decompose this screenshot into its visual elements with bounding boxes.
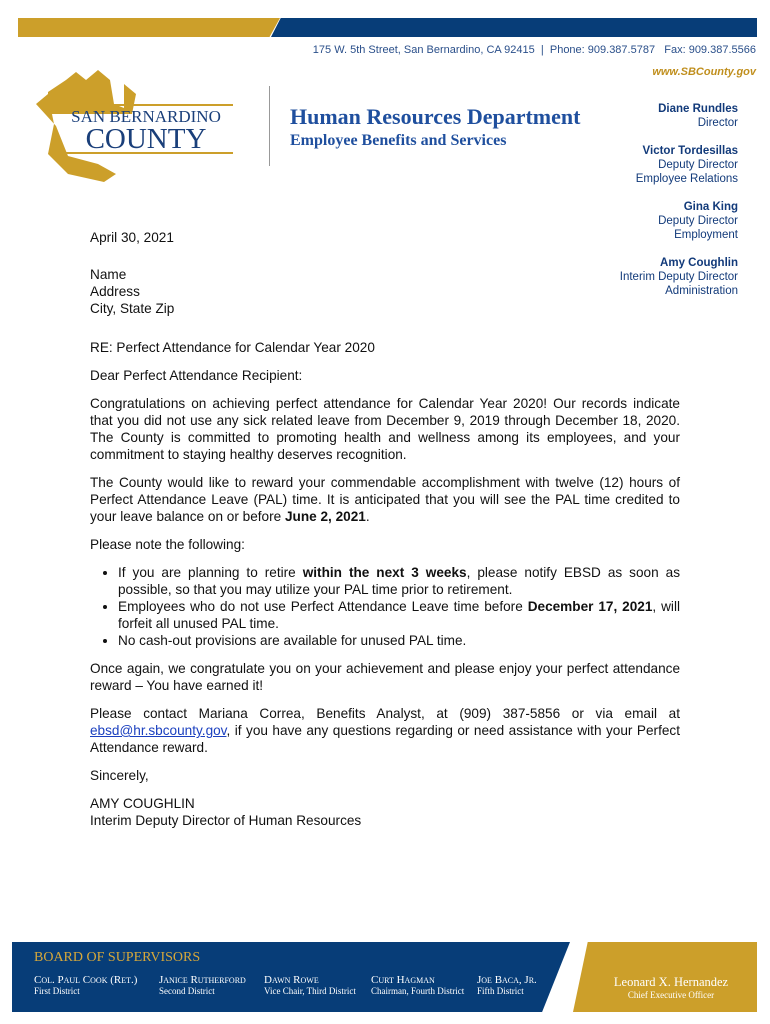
signer-name: AMY COUGHLIN xyxy=(90,796,195,811)
staff-title: Interim Deputy Director xyxy=(619,271,738,283)
department-heading xyxy=(290,104,580,150)
department-name: Human Resources Department xyxy=(290,104,581,129)
paragraph: Congratulations on achieving perfect attendance for Calendar Year 2020! Our records indicate that you did not use any sick related leave from December 9, 2019 through December 18, 2020. The County is committed to promoting health and wellness among its employees, and your commitment to staying healthy deserves recognition. xyxy=(90,396,680,462)
paragraph xyxy=(90,474,680,525)
paragraph xyxy=(90,705,680,756)
staff-title: Deputy Director xyxy=(658,215,738,227)
ceo-title: Chief Executive Officer xyxy=(627,990,715,1000)
closing: Sincerely, xyxy=(90,768,149,783)
text: , please notify EBSD as soon as possible, so that you may utilize your PAL time prior to retirement. xyxy=(118,565,680,597)
recipient-city: City, State Zip xyxy=(90,301,175,316)
supervisor-name: Curt Hagman xyxy=(371,974,435,986)
staff-title: Deputy Director xyxy=(658,159,738,171)
list-item xyxy=(118,564,680,598)
text: , if you have any questions regarding or need assistance with your Perfect Attendance reward. xyxy=(90,723,680,755)
supervisor xyxy=(477,974,537,996)
staff-title: Director xyxy=(697,117,738,129)
header-blue-bar xyxy=(271,18,757,37)
supervisor-name: Col. Paul Cook (Ret.) xyxy=(34,974,138,986)
supervisor xyxy=(264,974,356,996)
supervisor-name: Dawn Rowe xyxy=(264,974,319,986)
division-name: Employee Benefits and Services xyxy=(290,132,507,149)
board-heading: BOARD OF SUPERVISORS xyxy=(34,950,201,965)
paragraph: Please note the following: xyxy=(90,537,245,552)
staff-entry xyxy=(620,144,738,186)
recipient xyxy=(90,266,680,317)
text: Please contact Mariana Correa, Benefits Analyst, at (909) 387-5856 or via email at xyxy=(90,706,680,721)
ceo-block xyxy=(585,975,757,1000)
supervisor-name: Joe Baca, Jr. xyxy=(477,974,537,986)
paragraph: Once again, we congratulate you on your achievement and please enjoy your perfect attendance reward – You have earned it! xyxy=(90,661,680,693)
signature-block xyxy=(90,795,680,829)
website[interactable]: www.SBCounty.gov xyxy=(652,66,756,78)
supervisor xyxy=(159,974,246,996)
staff-name: Diane Rundles xyxy=(658,103,738,115)
list-item xyxy=(118,598,680,632)
bold-text: December 17, 2021 xyxy=(527,599,653,614)
staff-name: Gina King xyxy=(683,201,738,213)
supervisor xyxy=(34,974,137,996)
supervisor-district: Vice Chair, Third District xyxy=(264,986,356,996)
date: April 30, 2021 xyxy=(90,230,174,245)
logo-text-2: COUNTY xyxy=(85,123,207,155)
date-bold: June 2, 2021 xyxy=(284,509,366,524)
fax: Fax: 909.387.5566 xyxy=(664,44,756,56)
text: The County would like to reward your commendable accomplishment with twelve (12) hours of Perfect Attendance Leave (PAL) time. It is anticipated that you will see the PAL time credited to your leave balance on or before xyxy=(90,475,680,524)
recipient-address: Address xyxy=(90,284,140,299)
text: . xyxy=(365,509,370,524)
letter-body xyxy=(90,229,680,840)
supervisor-name: Janice Rutherford xyxy=(159,974,246,986)
supervisor xyxy=(371,974,464,996)
header-divider xyxy=(269,86,270,166)
staff-name: Victor Tordesillas xyxy=(642,145,738,157)
staff-title: Administration xyxy=(665,285,738,297)
supervisor-district: First District xyxy=(34,986,80,996)
salutation: Dear Perfect Attendance Recipient: xyxy=(90,368,303,383)
supervisor-district: Second District xyxy=(159,986,215,996)
supervisor-district: Fifth District xyxy=(477,986,524,996)
bullet-list xyxy=(90,564,680,649)
bold-text: within the next 3 weeks xyxy=(302,565,467,580)
county-logo xyxy=(28,64,238,184)
text: Employees who do not use Perfect Attendance Leave time before xyxy=(118,599,528,614)
address: 175 W. 5th Street, San Bernardino, CA 92415 xyxy=(312,44,535,56)
logo-text-1: SAN BERNARDINO xyxy=(71,107,221,126)
list-item: • No cash-out provisions are available for unused PAL time. xyxy=(118,632,680,649)
header-gold-bar xyxy=(18,18,280,37)
staff-title: Employee Relations xyxy=(635,173,738,185)
recipient-name: Name xyxy=(90,267,127,282)
signer-title: Interim Deputy Director of Human Resources xyxy=(90,813,362,828)
ceo-name: Leonard X. Hernandez xyxy=(613,975,729,989)
supervisor-district: Chairman, Fourth District xyxy=(371,986,465,996)
contact-line: 175 W. 5th Street, San Bernardino, CA 92415 | Phone: 909.387.5787 Fax: 909.387.5566 xyxy=(312,44,756,56)
staff-title: Employment xyxy=(674,229,738,241)
staff-entry xyxy=(620,102,738,130)
phone: Phone: 909.387.5787 xyxy=(549,44,656,56)
text: , will forfeit all unused PAL time. xyxy=(118,599,680,631)
subject-line: RE: Perfect Attendance for Calendar Year 2020 xyxy=(90,340,375,355)
staff-name: Amy Coughlin xyxy=(660,257,738,269)
text: If you are planning to retire xyxy=(118,565,303,580)
email-link[interactable]: ebsd@hr.sbcounty.gov xyxy=(90,723,227,738)
